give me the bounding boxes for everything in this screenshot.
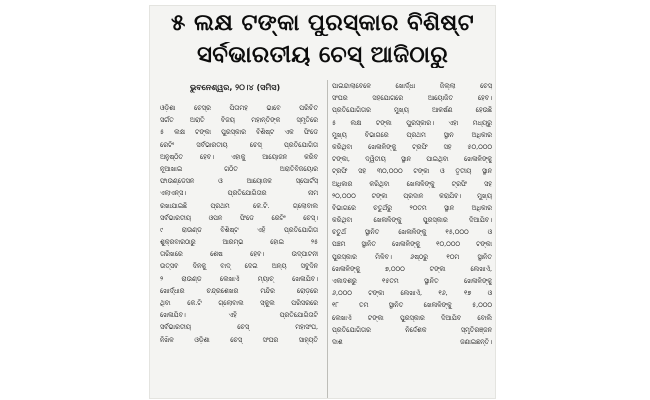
body-text-line: ପୁରସ୍କାର ମିଳିବ। ୬ଷ୍ଠରୁ ୧୦ମ ସ୍ଥାନିତ: [332, 252, 492, 261]
article-column-right: [332, 80, 492, 348]
body-text-line: ତାରିଖରେ ଶେଷ ହେବ। ଉଦ୍‌ଘାଟନୀ: [160, 250, 318, 259]
body-text-line: କରିଥିବା ଖେଳାଳିଙ୍କୁ ଟ୍ରଫି ସହ ୫୦,୦୦୦: [332, 142, 492, 151]
body-text-line: ଚତୁର୍ଥ ସ୍ଥାନିତ ଖେଳାଳିଙ୍କୁ ୧୫,୦୦୦ ଓ: [332, 228, 492, 237]
body-text-line: ସର୍ଗତ ଅରାତି ବିଜୟ ମହାନ୍ତିଙ୍କ ସ୍ମୃତିରେ: [160, 116, 318, 125]
body-text-line: ଟ୍ରଫି ସହ ୩୦,୦୦୦ ଟଙ୍କା ଓ ତୃତୀୟ ସ୍ଥାନ: [332, 167, 492, 176]
body-text-line: ୨ ରାଉଣ୍ଡ ଲେଖାଏଁ ମ୍ୟାଚ୍ ଖେଳାଯିବ।: [160, 274, 318, 283]
body-text-line: ଟଙ୍କା, ଦ୍ୱିତୀୟ ସ୍ଥାନ ପାଇଥିବା ଖେଳାଳିଙ୍କୁ: [332, 155, 492, 164]
body-text-line: ପ୍ରତିଯୋଗିତାର ନିର୍ଦ୍ଦେଶକ ସ୍ମୃତିରଞ୍ଜନ: [332, 325, 492, 334]
body-text-line: ମୁଖ୍ୟ ବିଭାଗରେ ପ୍ରଥମ ସ୍ଥାନ ଅଧିକାର: [332, 130, 492, 139]
body-text-line: ୧୮ ତମ ସ୍ଥାନିତ ଖେଳାଳିଙ୍କୁ ୫,୦୦୦: [332, 301, 492, 310]
body-text-line: ୫ ଲକ୍ଷ ଟଙ୍କା ପୁରସ୍କାର। ଏହା ମଧ୍ୟରୁ: [332, 118, 492, 127]
body-text-line: ଖୋର୍ଦ୍ଧାର ଚନ୍ଦ୍ରଶେଖର ମନ୍ଦିର ରୋଡ଼ରେ: [160, 286, 318, 295]
body-text-line: ଅନୁଷ୍ଠିତ ହେବ। ଏହାକୁ ଆୟୋଜନ କରିବ: [160, 152, 318, 161]
body-text-line: ସର୍ବଭାରତୀୟ ଚେସ୍ ମହାସଂଘ,: [160, 323, 318, 332]
body-text-line: ୬,୦୦୦ ଟଙ୍କା ଲେଖାଏଁ, ୧୬, ୧୭ ଓ: [332, 289, 492, 298]
body-text-line: ଖେଳାଳିଙ୍କୁ ୭,୦୦୦ ଟଙ୍କା ଲେଖାଏଁ,: [332, 264, 492, 273]
body-text-line: ପଞ୍ଚମ ସ୍ଥାନିତ ଖେଳାଳିଙ୍କୁ ୧୦,୦୦୦ ଟଙ୍କା: [332, 240, 492, 249]
newspaper-clipping: [150, 6, 495, 398]
column-divider: [327, 80, 328, 398]
body-text-line: ଦାଶ ଜଣାଇଛନ୍ତି।: [332, 337, 492, 346]
body-text-line: ବିଭାଗରେ ଚତୁର୍ଥରୁ ୨୦ତମ ସ୍ଥାନ ଅଧିକାର: [332, 203, 492, 212]
body-text-line: ନୂଆଖାଇ ଗଠିତ ଅରାତିବିଜୟୋର: [160, 164, 318, 173]
body-text-line: ଏଲାଏନ୍‌ସ। ପ୍ରତିଯୋଗିତାର ନାମ: [160, 189, 318, 198]
headline-line-2: ସର୍ବଭାରତୀୟ ଚେସ୍ ଆଜିଠାରୁ: [196, 42, 449, 68]
body-text-line: ନିଖିଳ ଓଡ଼ିଶା ଚେସ୍ ସଂଘର ସାହ୍ୟତି: [160, 335, 318, 344]
article-column-left: [160, 102, 318, 346]
body-text-line: ଶୁକ୍ରବାରଠାରୁ ଆରମ୍ଭ ହୋଇ ୨୫: [160, 238, 318, 247]
body-text-line: ପାଇନ୍ଦାଲାବେଳେ ଖୋର୍ଦ୍ଧା ଜିଲ୍ଲା ଚେସ୍: [332, 82, 492, 90]
body-text-line: ଖେଳାଯିବ। ଏହି ପ୍ରତିଯୋଗିତାଟି: [160, 311, 318, 320]
body-text-line: ୫ ଲକ୍ଷ ଟଙ୍କା ପୁରସ୍କାର ବିଶିଷ୍ଟ ଏକ ଫିଡେ: [160, 128, 318, 137]
body-text-line: ଅଧିକାର କରିଥିବା ଖେଳାଳିଙ୍କୁ ଟ୍ରଫି ସହ: [332, 179, 492, 188]
body-text-line: ରଖାଯାଇଛି ପ୍ରଥମ କେ.ଟି. ଗ୍ଲୋବାଲ: [160, 201, 318, 210]
body-text-line: ପ୍ରତିଯୋଗିତାର ମୁଖ୍ୟ ଆକର୍ଷଣ ହେଉଛି: [332, 106, 492, 115]
body-text-line: ଏକାଦଶରୁ ୧୫ତମ ସ୍ଥାନିତ ଖେଳାଳିଙ୍କୁ: [332, 277, 492, 285]
dateline: ଭୁବନେଶ୍ୱର, ୨୦।୪ (ସମିସ): [190, 83, 281, 92]
body-text-line: ସଂଘର ସହଯୋଗରେ ଆୟୋଜିତ ହେବ।: [332, 94, 492, 103]
body-text-line: ଫାଉଣ୍ଡେସନ ଓ ଆୟୋଜକ ସ୍ପୋର୍ଟସ୍: [160, 177, 318, 186]
body-text-line: ଓଡ଼ିଶା ଚେସ୍‌ର ପିତାମହ ଭାବେ ପରିଚିତ: [160, 104, 318, 112]
body-text-line: ସର୍ବଭାରତୀୟ ଓପନ ଫିଡେ ରେଟିଂ ଚେସ୍।: [160, 213, 318, 222]
body-text-line: ଉତ୍ସବ ଦିନକୁ ବାଦ୍ ଦେଇ ଅନ୍ୟ ସବୁଦିନ: [160, 262, 318, 271]
body-text-line: କରିଥିବା ଖେଳାଳିଙ୍କୁ ପୁରସ୍କାର ଦିଆଯିବ।: [332, 216, 492, 225]
headline-line-1: ୫ ଲକ୍ଷ ଟଙ୍କା ପୁରସ୍କାର ବିଶିଷ୍ଟ: [171, 10, 474, 36]
body-text-line: ଲେଖାଏଁ ଟଙ୍କା ପୁରସ୍କାର ଦିଆଯିବ ବୋଲି: [332, 313, 492, 322]
body-text-line: ରେଟିଂ ସର୍ବଭାରତୀୟ ଚେସ୍ ପ୍ରତିଯୋଗିତା: [160, 140, 318, 149]
body-text-line: ୯ ରାଉଣ୍ଡ ବିଶିଷ୍ଟ ଏହି ପ୍ରତିଯୋଗିତା: [160, 225, 318, 234]
body-text-line: ୨୦,୦୦୦ ଟଙ୍କା ପ୍ରଦାନ କରାଯିବ। ମୁଖ୍ୟ: [332, 191, 492, 200]
body-text-line: ଥିବା କେ.ଟି ଗ୍ଲୋବାଲ ସ୍କୁଲ ପରିସରରେ: [160, 299, 318, 307]
